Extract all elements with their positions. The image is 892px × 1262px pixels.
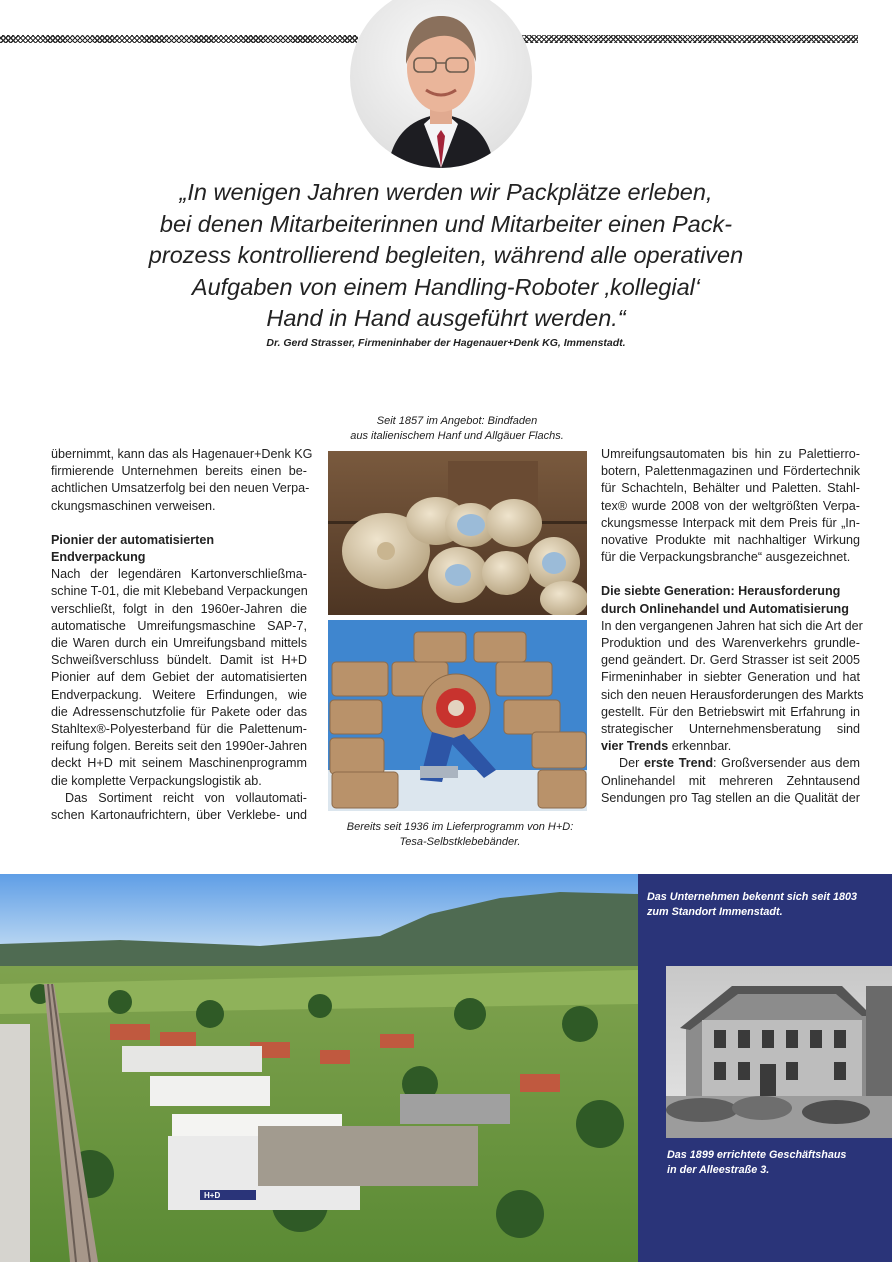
section-heading: Die siebte Generation: Herausforderung [601, 584, 841, 599]
text-line: Schweißverschluss bündelt. Damit ist H+D [51, 653, 307, 668]
text-line: Onlinehandel mit mehreren Zehntausend [601, 773, 860, 788]
caption-line: Das 1899 errichtete Geschäftshaus [667, 1149, 847, 1161]
location-caption [647, 890, 887, 920]
text-line: In den vergangenen Jahren hat sich die Art der [601, 618, 863, 633]
caption-line: aus italienischem Hanf und Allgäuer Flachs. [350, 430, 564, 442]
caption-line: in der Alleestraße 3. [667, 1164, 770, 1176]
text-line: Produktion und des Warenverkehrs grundle- [601, 636, 860, 651]
text-line: Das Sortiment reicht von vollautomati- [65, 790, 307, 805]
caption-line: Bereits seit 1936 im Lieferprogramm von H+D: [346, 821, 574, 833]
building-caption [667, 1148, 887, 1178]
text-line: novative Produkte mit nachhaltiger Wirkung [601, 533, 860, 548]
text-line: ckungsmesse Interpack mit dem Preis für „In- [601, 515, 860, 530]
text-line: tex® wurde 2008 von der weltgrößten Verpa- [601, 498, 860, 513]
text-fragment: erkennbar. [668, 739, 732, 754]
text-line: für die Verpackungsbranche“ ausgezeichnet. [601, 550, 851, 565]
text-line: Umreifungsautomaten bis hin zu Palettierro- [601, 447, 860, 461]
quote-line: prozess kontrollierend begleiten, während alle operativen [148, 242, 744, 268]
quote-attribution: Dr. Gerd Strasser, Firmeninhaber der Hagenauer+Denk KG, Immenstadt. [266, 337, 626, 349]
portrait-photo [350, 0, 532, 168]
pull-quote [120, 177, 772, 335]
historic-building-photo [666, 966, 892, 1138]
text-fragment: Der [619, 756, 644, 771]
quote-line: Hand in Hand ausgeführt werden.“ [266, 305, 626, 331]
twine-photo [328, 451, 587, 615]
text-line: die Adressenschutzfolie für Pakete oder das [51, 704, 307, 719]
text-line: Pionier auf dem Gebiet der automatisierten [51, 670, 307, 685]
caption-line: Seit 1857 im Angebot: Bindfaden [376, 415, 538, 427]
tape-caption [310, 820, 610, 850]
company-sign-text: H+D [204, 1191, 221, 1200]
quote-line: „In wenigen Jahren werden wir Packplätze erleben, [179, 179, 713, 205]
text-line: automatische Umreifungsmaschine SAP-7, [51, 618, 307, 633]
text-line: für Schachteln, Behälter und Paletten. Stahl- [601, 481, 860, 496]
text-fragment: : Großversender aus dem [713, 756, 860, 771]
text-line: schen Kartonaufrichtern, über Verklebe- und [51, 808, 307, 823]
text-line: gestellt. Für den Betriebswirt mit Erfahrung in [601, 704, 860, 719]
text-line: Stahltex®-Polyesterband für die Palettenum- [51, 722, 307, 737]
text-line: die Waren durch ein Umreifungsband mittels [51, 636, 307, 651]
quote-line: Aufgaben von einem Handling-Roboter ‚kollegial‘ [191, 273, 701, 300]
left-text-column [51, 446, 313, 824]
text-line: strategischer Unternehmensberatung sind [601, 722, 860, 737]
caption-line: Das Unternehmen bekennt sich seit 1803 [647, 891, 858, 903]
text-line: Endverpackung. Weitere Erfindungen, wie [51, 687, 307, 702]
text-line: firmierende Unternehmen bereits einen be- [51, 464, 307, 479]
right-text-column [601, 446, 864, 807]
caption-line: zum Standort Immenstadt. [647, 906, 783, 918]
text-line: ckungsmaschinen verweisen. [51, 498, 216, 513]
bold-phrase: vier Trends [601, 739, 669, 754]
text-line: die komplette Verpackungslogistik ab. [51, 773, 262, 788]
text-line: gend geändert. Dr. Gerd Strasser ist seit 2005 [601, 653, 860, 668]
text-line: Nach der legendären Kartonverschließma- [51, 567, 307, 582]
twine-caption [327, 414, 587, 444]
text-line: botern, Palettenmagazinen und Fördertechnik [601, 464, 860, 479]
caption-line: Tesa-Selbstklebebänder. [399, 836, 521, 848]
text-line: sich den neuen Herausforderungen des Markts [601, 687, 864, 702]
tape-photo [328, 620, 587, 811]
section-heading: Pionier der automatisierten Endverpackung [51, 532, 215, 565]
section-heading: durch Onlinehandel und Automatisierung [601, 601, 849, 616]
decorative-rule-right [522, 35, 858, 43]
text-line: reifung folgen. Bereits seit den 1990er-Jahren [51, 739, 307, 754]
text-line: Firmeninhaber in siebter Generation und hat [601, 670, 860, 685]
text-line: verschließt, folgt in den 1960er-Jahren die [51, 601, 307, 616]
text-line: Sendungen pro Tag stellen an die Qualität der [601, 790, 860, 805]
aerial-photo [0, 874, 638, 1262]
text-line: schine T-01, die mit Klebeband Verpackungen [51, 584, 308, 599]
text-line: achtlichen Umsatzerfolg bei den neuen Verpa- [51, 481, 310, 496]
text-line: übernimmt, kann das als Hagenauer+Denk KG [51, 447, 313, 461]
text-line [601, 738, 860, 755]
text-line [601, 755, 860, 772]
text-line: deckt H+D mit seinem Maschinenprogramm [51, 756, 307, 771]
bold-phrase: erste Trend [643, 756, 714, 771]
quote-line: bei denen Mitarbeiterinnen und Mitarbeiter einen Pack- [159, 210, 733, 237]
decorative-rule-left [0, 35, 358, 43]
